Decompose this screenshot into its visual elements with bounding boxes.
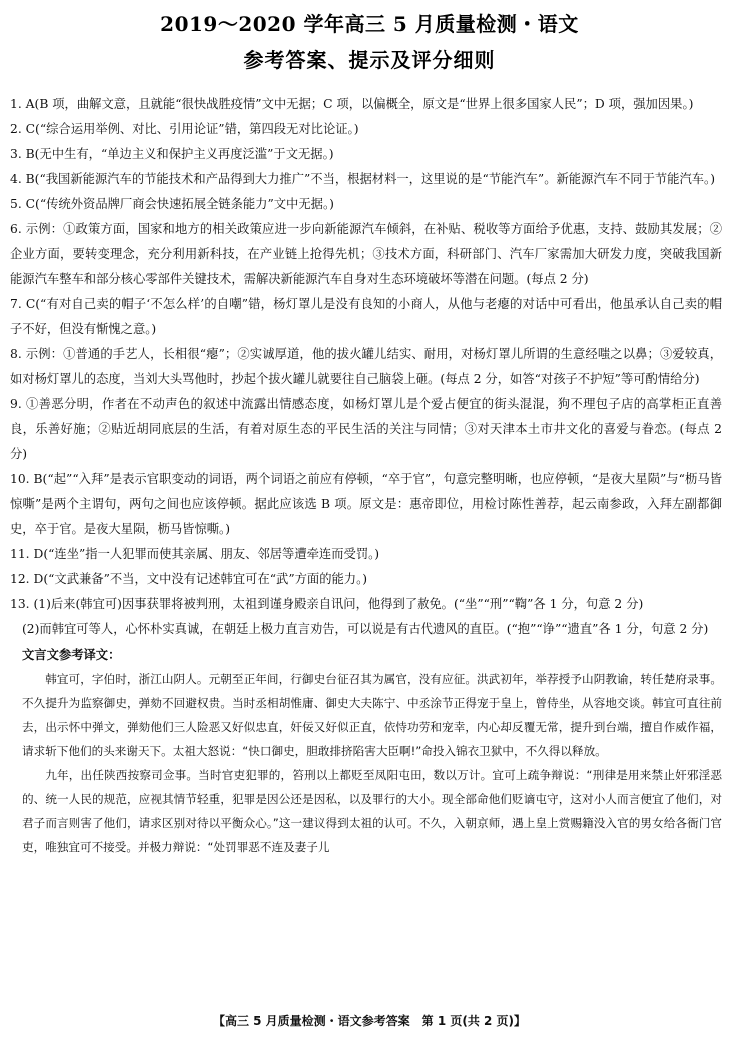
answer-list bbox=[10, 92, 722, 859]
answer-item-9: 9. ①善恶分明，作者在不动声色的叙述中流露出情感态度，如杨灯罩儿是个爱占便宜的街头混混，狗不理包子店的高掌柜正直善良，乐善好施；②贴近胡同底层的生活，有着对原生态的平民生活的关注与同情；③对天津本土市井文化的喜爱与眷恋。(每点 2 分) bbox=[10, 397, 722, 461]
answer-item-1: 1. A(B 项，曲解文意，且就能“很快战胜疫情”文中无据；C 项，以偏概全，原文是“世界上很多国家人民”；D 项，强加因果。) bbox=[10, 97, 694, 111]
answer-item-2: 2. C(“综合运用举例、对比、引用论证”错，第四段无对比论证。) bbox=[10, 122, 359, 136]
answer-item-12: 12. D(“文武兼备”不当，文中没有记述韩宜可在“武”方面的能力。) bbox=[10, 572, 368, 586]
answer-item-7: 7. C(“有对自己卖的帽子‘不怎么样’的自嘲”错，杨灯罩儿是没有良知的小商人，从他与老瘪的对话中可看出，他虽承认自己卖的帽子不好，但没有惭愧之意。) bbox=[10, 297, 722, 336]
answer-item-8: 8. 示例：①普通的手艺人，长相很“瘪”；②实诚厚道，他的拔火罐儿结实、耐用，对杨灯罩儿所谓的生意经嗤之以鼻；③爱较真，如对杨灯罩儿的态度，当刘大头骂他时，抄起个拔火罐儿就要往自己脑袋上砸。(每点 2 分，如答“对孩子不护短”等可酌情给分) bbox=[10, 347, 722, 386]
answer-item-3: 3. B(无中生有，“单边主义和保护主义再度泛滥”于文无据。) bbox=[10, 147, 334, 161]
translation-paragraph-1: 韩宜可，字伯时，浙江山阴人。元朝至正年间，行御史台征召其为属官，没有应征。洪武初年，举荐授予山阴教谕，转任楚府录事。不久提升为监察御史，弹劾不回避权贵。当时丞相胡惟庸、御史大夫陈宁、中丞涂节正得宠于皇上，曾侍坐，从容地交谈。韩宜可直往前去，出示怀中弹文，弹劾他们三人险恶又好似忠直，奸佞又好似正直，依恃功劳和宠幸，内心却反覆无常，提升到台端，擅自作威作福，请求斩下他们的头来谢天下。太祖大怒说：“快口御史，胆敢排挤陷害大臣啊!”命投入锦衣卫狱中，不久得以释放。 bbox=[22, 672, 722, 758]
answer-item-13-2: (2)而韩宜可等人，心怀朴实真诚，在朝廷上极力直言劝告，可以说是有古代遗风的直臣。(“抱”“诤”“遗直”各 1 分，句意 2 分) bbox=[22, 622, 709, 636]
page-title: 2019～2020 学年高三 5 月质量检测・语文 bbox=[160, 12, 579, 36]
answer-item-11: 11. D(“连坐”指一人犯罪而使其亲属、朋友、邻居等遭牵连而受罚。) bbox=[10, 547, 380, 561]
page-footer: 【高三 5 月质量检测・语文参考答案 第 1 页(共 2 页)】 bbox=[212, 1014, 527, 1028]
page-subtitle: 参考答案、提示及评分细则 bbox=[243, 48, 496, 72]
answer-item-10: 10. B(“起”“入拜”是表示官职变动的词语，两个词语之前应有停顿，“卒于官”，句意完整明晰，也应停顿，“是夜大星陨”与“枥马皆惊嘶”是两个主谓句，两句之间也应该停顿。据此应该选 B 项。原文是：惠帝即位，用检讨陈性善荐，起云南参政，入拜左副都御史，卒于官。是夜大星陨，枥马皆惊嘶。) bbox=[10, 472, 722, 536]
translation-heading: 文言文参考译文： bbox=[22, 647, 121, 662]
answer-item-5: 5. C(“传统外资品牌厂商会快速拓展全链条能力”文中无据。) bbox=[10, 197, 334, 211]
answer-item-6: 6. 示例：①政策方面，国家和地方的相关政策应进一步向新能源汽车倾斜，在补贴、税收等方面给予优惠，支持、鼓励其发展；②企业方面，要转变理念，充分利用新科技，在产业链上抢得先机；③技术方面，科研部门、汽车厂家需加大研发力度，突破我国新能源汽车整车和部分核心零部件关键技术，需解决新能源汽车自身对生态环境破坏等潜在问题。(每点 2 分) bbox=[10, 222, 722, 286]
answer-item-4: 4. B(“我国新能源汽车的节能技术和产品得到大力推广”不当，根据材料一，这里说的是“节能汽车”。新能源汽车不同于节能汽车。) bbox=[10, 172, 716, 186]
answer-item-13-1: 13. (1)后来(韩宜可)因事获罪将被判刑，太祖到谨身殿亲自讯问，他得到了赦免。(“坐”“刑”“鞫”各 1 分，句意 2 分) bbox=[10, 597, 644, 611]
translation-paragraph-2: 九年，出任陕西按察司佥事。当时官吏犯罪的，笞刑以上都贬至凤阳屯田，数以万计。宜可上疏争辩说：“刑律是用来禁止奸邪淫恶的、统一人民的规范，应视其情节轻重，犯罪是因公还是因私，以及罪行的大小。现全部命他们贬谪屯守，这对小人而言便宜了他们，对君子而言则害了他们，请求区别对待以平衡众心。”这一建议得到太祖的认可。不久，入朝京师，遇上皇上赏赐籍没入官的男女给各衙门官吏，唯独宜可不接受。并极力辩说：“处罚罪恶不连及妻子儿 bbox=[22, 768, 722, 854]
